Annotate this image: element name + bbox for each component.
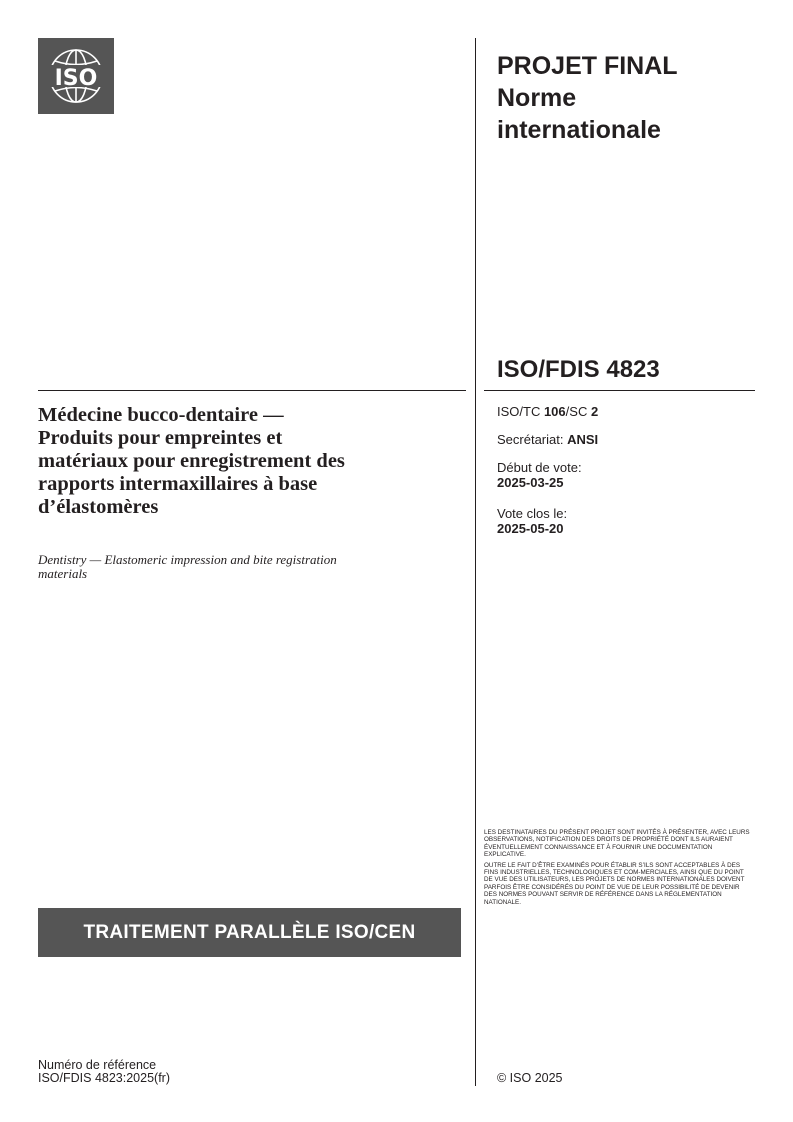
doc-type-line1: Norme — [497, 84, 577, 112]
doc-type-line2: internationale — [497, 116, 661, 144]
iso-logo — [38, 38, 114, 114]
secretariat-line: Secrétariat: ANSI — [497, 432, 599, 447]
project-number: ISO/FDIS 4823 — [497, 356, 660, 383]
reference-number: ISO/FDIS 4823:2025(fr) — [38, 1071, 171, 1085]
divider-left — [38, 390, 466, 391]
copyright: © ISO 2025 — [497, 1071, 563, 1085]
recipient-notice — [484, 829, 752, 909]
vote-end: Vote clos le: 2025-05-20 — [497, 506, 568, 536]
globe-icon — [38, 38, 114, 114]
logo-text: ISO — [54, 66, 98, 91]
vote-start: Début de vote: 2025-03-25 — [497, 460, 582, 490]
title-english: Dentistry — Elastomeric impression and bite registration materials — [38, 552, 337, 581]
document-status-heading — [497, 50, 767, 146]
committee-line: ISO/TC 106/SC 2 — [497, 404, 599, 419]
status-label: PROJET FINAL — [497, 52, 678, 80]
reference-label: Numéro de référence — [38, 1058, 157, 1072]
parallel-processing-banner: TRAITEMENT PARALLÈLE ISO/CEN — [38, 908, 461, 957]
notice-paragraph-2: OUTRE LE FAIT D’ÊTRE EXAMINÉS POUR ÉTABLIR S’ILS SONT ACCEPTABLES À DES FINS INDUSTRIELLES, TECHNOLOGIQUES ET COM-MERCIALES, AINSI QUE DU POINT DE VUE DES UTILISATEURS, LES PROJETS DE NORMES INTERNATIONALES DOIVENT PARFOIS ÊTRE CONSIDÉRÉS DU POINT DE VUE DE LEUR POSSIBILITÉ DE DEVENIR DES NORMES POUVANT SERVIR DE RÉFÉRENCE DANS LA RÉGLEMENTATION NATIONALE. — [484, 861, 745, 906]
title-french: Médecine bucco-dentaire — Produits pour empreintes et matériaux pour enregistrement des rapports intermaxillaires à base d’élastomères — [38, 404, 345, 518]
vertical-divider — [475, 38, 476, 1086]
divider-right — [484, 390, 755, 391]
notice-paragraph-1: LES DESTINATAIRES DU PRÉSENT PROJET SONT INVITÉS À PRÉSENTER, AVEC LEURS OBSERVATIONS, NOTIFICATION DES DROITS DE PROPRIÉTÉ DONT ILS AURAIENT ÉVENTUELLEMENT CONNAISSANCE ET À FOURNIR UNE DOCUMENTATION EXPLICATIVE. — [484, 829, 750, 859]
